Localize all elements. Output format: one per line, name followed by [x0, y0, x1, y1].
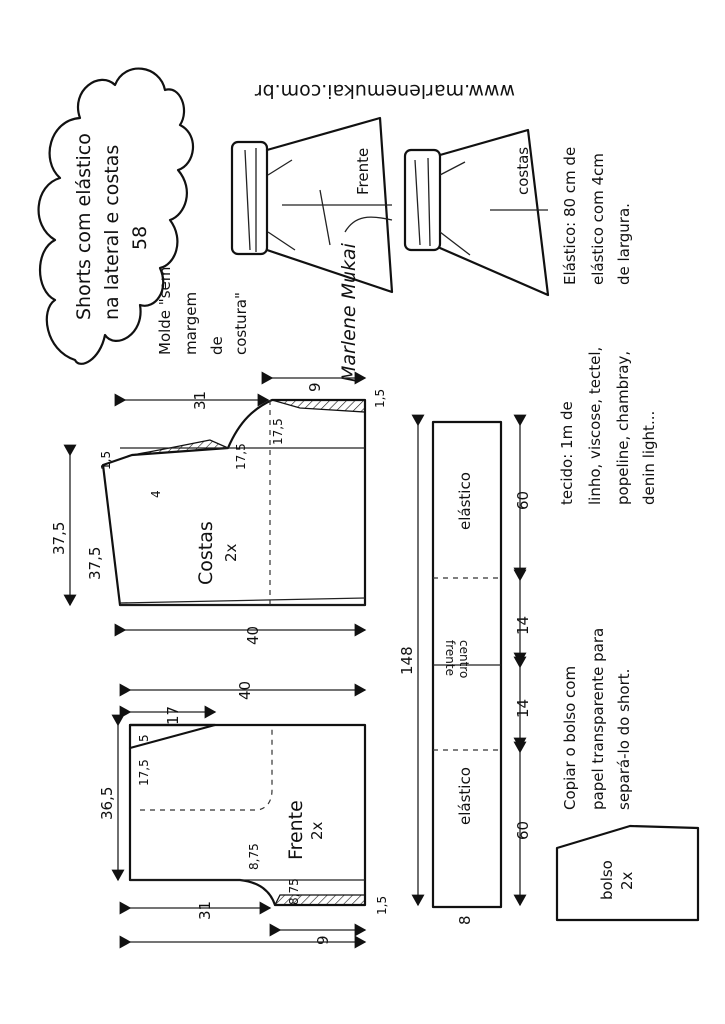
elastic-line1: Elástico: 80 cm de	[561, 146, 579, 285]
fabric-line2: linho, viscose, tectel,	[586, 346, 604, 505]
pocket-note-line3: separá-lo do short.	[615, 668, 633, 810]
back-dim-waist-a: 1,5	[99, 450, 113, 470]
pocket-note	[561, 628, 633, 810]
waistband-elastic-bottom: elástico	[456, 767, 474, 825]
mold-note-line2: margem	[182, 291, 200, 355]
waistband-dim-height: 8	[456, 915, 474, 925]
back-view-sketch	[405, 130, 548, 295]
waistband-dim-seg1: 60	[514, 490, 532, 510]
front-view-label: Frente	[354, 147, 372, 195]
waistband-elastic-top: elástico	[456, 472, 474, 530]
front-pattern-piece	[98, 681, 389, 945]
mold-note-line3: de	[208, 336, 226, 355]
fabric-line4: denin light...	[640, 410, 658, 505]
front-dim-crotch-b: 8,75	[287, 878, 301, 905]
back-dim-waist-b: 4	[149, 490, 163, 498]
waistband-dim-seg4: 60	[514, 820, 532, 840]
waistband-dim-seg3: 14	[514, 698, 532, 718]
fabric-line3: popeline, chambray,	[614, 350, 632, 505]
pocket-note-line2: papel transparente para	[589, 627, 607, 810]
fabric-note	[558, 347, 658, 505]
front-piece-label: Frente	[285, 800, 307, 860]
fabric-line1: tecido: 1m de	[558, 401, 576, 505]
signature: Marlene Mukai	[338, 243, 360, 382]
title-size: 58	[129, 225, 151, 250]
waistband-front: frente	[443, 640, 457, 676]
back-dim-side2: 37,5	[86, 546, 104, 580]
back-dim-side: 37,5	[50, 521, 68, 555]
back-dim-crotch-a: 17,5	[234, 443, 248, 470]
front-dim-width: 40	[236, 680, 254, 700]
title-text	[73, 133, 151, 320]
back-view-label: costas	[514, 146, 532, 195]
back-pattern-piece	[50, 378, 387, 645]
mold-note	[156, 267, 250, 355]
back-piece-count: 2x	[222, 543, 240, 562]
back-dim-hem: 1,5	[373, 388, 387, 408]
front-dim-pocket-b: 17,5	[137, 759, 151, 786]
waistband-dim-total: 148	[398, 646, 416, 675]
mold-note-line4: costura"	[232, 292, 250, 355]
front-dim-bottom: 31	[196, 900, 214, 920]
pocket-note-line1: Copiar o bolso com	[561, 665, 579, 810]
front-view-sketch	[232, 118, 392, 292]
title-line2: na lateral e costas	[101, 144, 123, 320]
back-dim-width: 40	[244, 625, 262, 645]
front-dim-pocket-w: 17	[164, 705, 182, 725]
back-dim-top: 31	[191, 390, 209, 410]
front-dim-pocket-a: 5	[137, 734, 151, 742]
back-dim-ext: 9	[306, 382, 324, 392]
front-dim-hem: 1,5	[375, 895, 389, 915]
waistband-piece	[398, 422, 532, 925]
elastic-line2: elástico com 4cm	[589, 153, 607, 285]
elastic-line3: de largura.	[615, 203, 633, 285]
front-dim-crotch-a: 8,75	[247, 843, 261, 870]
mold-note-line1: Molde "sem	[156, 266, 174, 355]
back-dim-crotch-b: 17,5	[271, 418, 285, 445]
title-line1: Shorts com elástico	[73, 133, 95, 320]
back-piece-label: Costas	[195, 521, 217, 585]
front-dim-ext: 9	[314, 935, 332, 945]
waistband-dim-seg2: 14	[514, 615, 532, 635]
front-piece-count: 2x	[308, 821, 326, 840]
website-url: www.marlenemukai.com.br	[254, 80, 515, 102]
front-dim-side: 36,5	[98, 786, 116, 820]
pocket-count: 2x	[618, 871, 636, 890]
pocket-piece	[557, 826, 698, 920]
elastic-note	[561, 147, 633, 285]
waistband-center: centro	[457, 640, 471, 679]
pocket-label: bolso	[598, 860, 616, 900]
